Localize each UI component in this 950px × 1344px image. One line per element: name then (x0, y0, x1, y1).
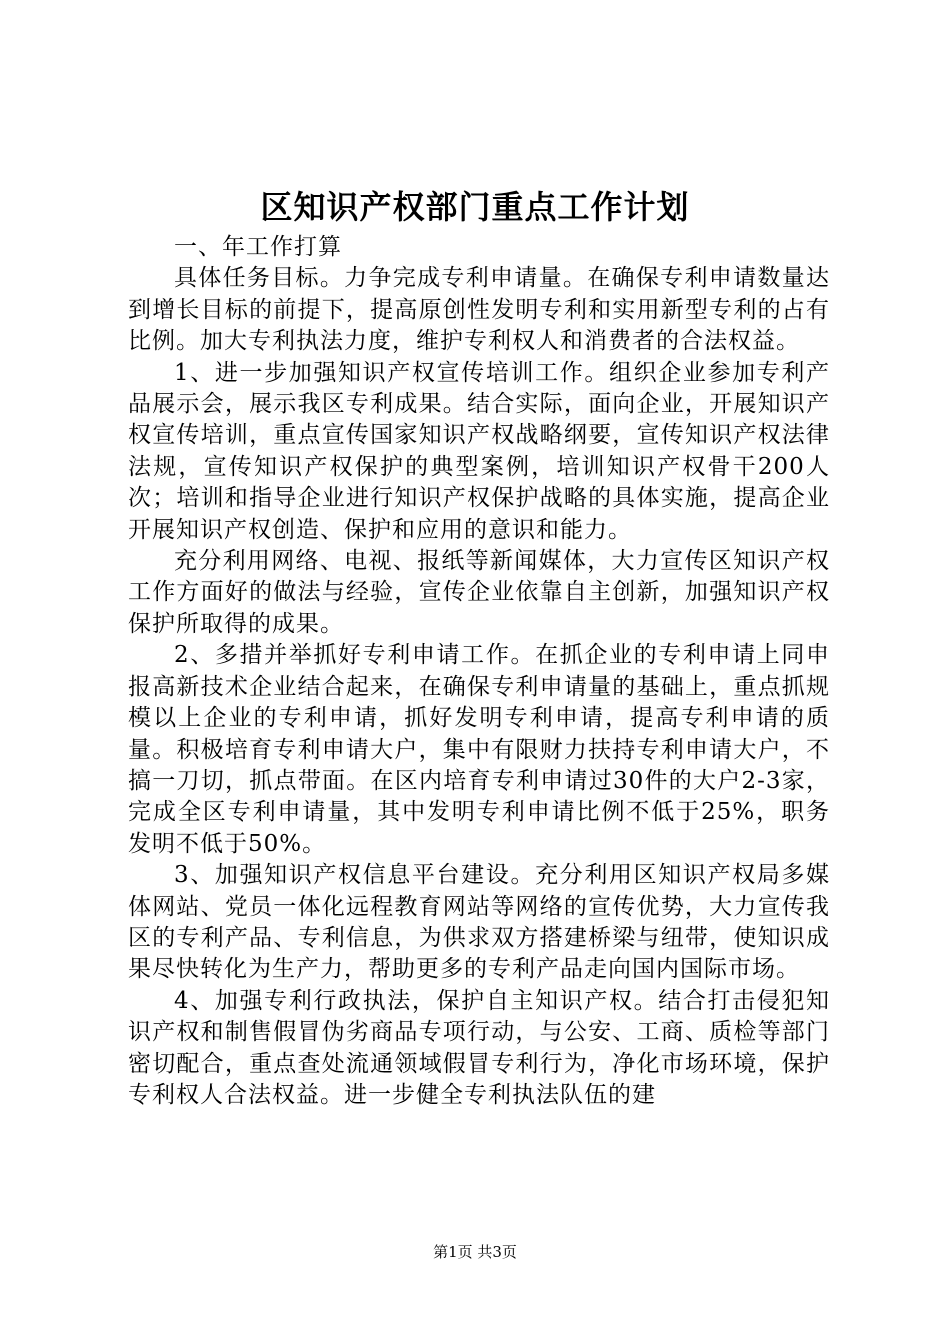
document-body (128, 232, 830, 1111)
paragraph-item-1: 1、进一步加强知识产权宣传培训工作。组织企业参加专利产品展示会，展示我区专利成果。结合实际，面向企业，开展知识产权宣传培训，重点宣传国家知识产权战略纲要，宣传知识产权法律法规，宣传知识产权保护的典型案例，培训知识产权骨干200人次；培训和指导企业进行知识产权保护战略的具体实施，提高企业开展知识产权创造、保护和应用的意识和能力。 (128, 359, 830, 543)
document-title: 区知识产权部门重点工作计划 (260, 188, 690, 226)
page-number: 第1页 共3页 (433, 1243, 517, 1261)
paragraph-item-2: 2、多措并举抓好专利申请工作。在抓企业的专利申请上同申报高新技术企业结合起来，在确保专利申请量的基础上，重点抓规模以上企业的专利申请，抓好发明专利申请，提高专利申请的质量。积极培育专利申请大户，集中有限财力扶持专利申请大户，不搞一刀切，抓点带面。在区内培育专利申请过30件的大户2-3家，完成全区专利申请量，其中发明专利申请比例不低于25%，职务发明不低于50%。 (128, 642, 830, 857)
paragraph-task-goals: 具体任务目标。力争完成专利申请量。在确保专利申请数量达到增长目标的前提下，提高原创性发明专利和实用新型专利的占有比例。加大专利执法力度，维护专利权人和消费者的合法权益。 (128, 265, 830, 355)
section-heading: 一、年工作打算 (174, 234, 342, 260)
paragraph-item-4: 4、加强专利行政执法，保护自主知识产权。结合打击侵犯知识产权和制售假冒伪劣商品专项行动，与公安、工商、质检等部门密切配合，重点查处流通领域假冒专利行为，净化市场环境，保护专利权人合法权益。进一步健全专利执法队伍的建 (128, 987, 830, 1108)
paragraph-item-3: 3、加强知识产权信息平台建设。充分利用区知识产权局多媒体网站、党员一体化远程教育网站等网络的宣传优势，大力宣传我区的专利产品、专利信息，为供求双方搭建桥梁与纽带，使知识成果尽快转化为生产力，帮助更多的专利产品走向国内国际市场。 (128, 862, 830, 983)
paragraph-media-promotion: 充分利用网络、电视、报纸等新闻媒体，大力宣传区知识产权工作方面好的做法与经验，宣传企业依靠自主创新，加强知识产权保护所取得的成果。 (128, 548, 830, 637)
